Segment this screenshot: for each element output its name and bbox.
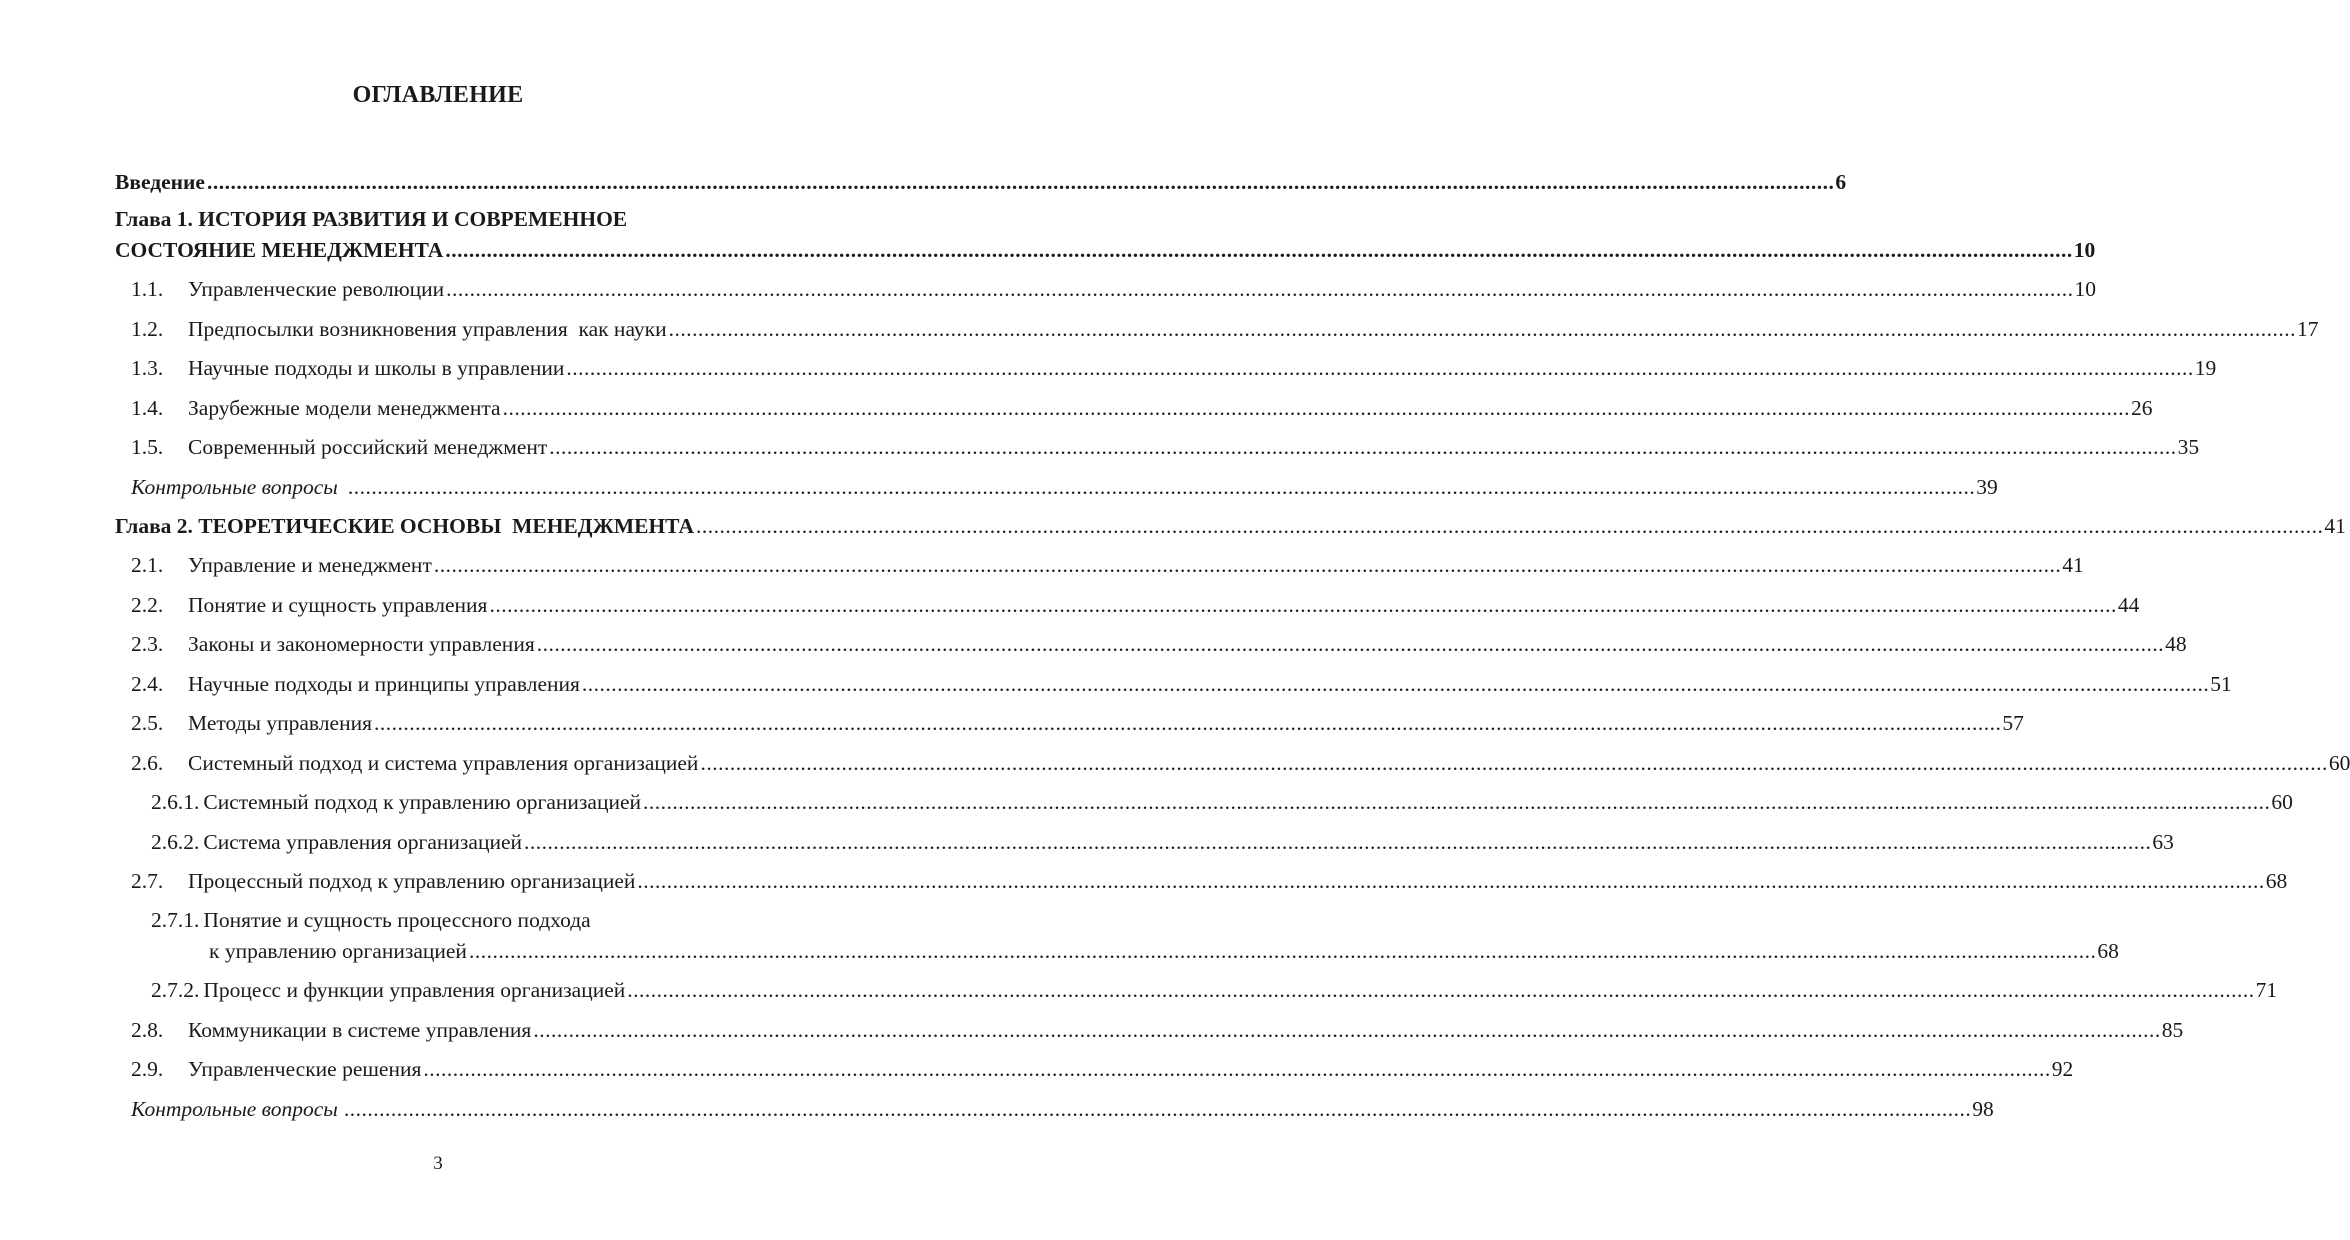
- toc-entry-text-continued: к управлению организацией: [209, 939, 467, 963]
- toc-entry-number: 2.2.: [131, 593, 164, 617]
- toc-entry-number: 2.8.: [131, 1018, 164, 1042]
- toc-entry-text: Методы управления: [188, 711, 372, 735]
- page-number: 3: [433, 1153, 443, 1174]
- toc-page-number: 98: [1972, 1097, 1994, 1121]
- toc-chapter-1-title-line1[interactable]: Глава 1. ИСТОРИЯ РАЗВИТИЯ И СОВРЕМЕННОЕ: [115, 207, 628, 231]
- toc-page-number: 44: [2117, 593, 2140, 617]
- toc-entry-number: 2.5.: [131, 711, 164, 735]
- leader-dots: [524, 830, 2151, 855]
- toc-page-number: 57: [2002, 711, 2024, 735]
- leader-dots: [700, 751, 2327, 776]
- toc-entry-text: Предпосылки возникновения управления как науки: [188, 317, 667, 341]
- toc-entry-2-9[interactable]: [115, 1057, 2074, 1082]
- toc-entry-number: 1.3.: [131, 356, 164, 380]
- toc-entry-ch2-questions[interactable]: [115, 1097, 1994, 1122]
- leader-dots: [207, 170, 1834, 195]
- toc-entry-text: Управленческие решения: [188, 1057, 422, 1081]
- leader-dots: [669, 317, 2296, 342]
- leader-dots: [446, 277, 2073, 302]
- toc-entry-text: Научные подходы и школы в управлении: [188, 356, 565, 380]
- toc-entry-text: Глава 2. ТЕОРЕТИЧЕСКИЕ ОСНОВЫ МЕНЕДЖМЕНТА: [115, 514, 694, 538]
- toc-entry-2-7[interactable]: [115, 869, 2288, 894]
- toc-entry-2-7-1-line1[interactable]: [115, 908, 797, 933]
- toc-entry-2-1[interactable]: [115, 553, 2084, 578]
- toc-page-number: 41: [2324, 514, 2346, 538]
- leader-dots: [696, 514, 2323, 539]
- toc-entry-text: Управление и менеджмент: [188, 553, 432, 577]
- toc-page-number: 48: [2165, 632, 2187, 656]
- toc-entry-text: Коммуникации в системе управления: [188, 1018, 532, 1042]
- toc-entry-text: Система управления организацией: [203, 830, 523, 854]
- toc-entry-ch1-questions[interactable]: [115, 475, 1998, 500]
- toc-page-number: 51: [2210, 672, 2232, 696]
- leader-dots: [374, 711, 2001, 736]
- leader-dots: [537, 632, 2164, 657]
- toc-page-number: 26: [2130, 396, 2153, 420]
- toc-entry-text: Контрольные вопросы: [131, 475, 338, 499]
- toc-entry-1-4[interactable]: [115, 396, 2153, 421]
- toc-entry-text: Понятие и сущность управления: [188, 593, 488, 617]
- toc-chapter-2[interactable]: [115, 514, 2346, 539]
- leader-dots: [503, 396, 2130, 421]
- toc-entry-text: Системный подход и система управления организацией: [188, 751, 699, 775]
- leader-dots: [549, 435, 2176, 460]
- leader-dots: [637, 869, 2264, 894]
- toc-entry-text: Законы и закономерности управления: [188, 632, 535, 656]
- toc-entry-text: Современный российский менеджмент: [188, 435, 548, 459]
- leader-dots: [627, 978, 2254, 1003]
- toc-entry-2-2[interactable]: [115, 593, 2140, 618]
- toc-entry-number: 1.2.: [131, 317, 164, 341]
- toc-entry-number: 2.4.: [131, 672, 164, 696]
- leader-dots: [566, 356, 2193, 381]
- toc-entry-text: Управленческие революции: [188, 277, 445, 301]
- toc-page-number: 60: [2328, 751, 2350, 775]
- toc-page-number: 85: [2161, 1018, 2184, 1042]
- toc-entry-1-1[interactable]: [115, 277, 2097, 302]
- toc-entry-2-4[interactable]: [115, 672, 2232, 697]
- toc-page-number: 39: [1976, 475, 1998, 499]
- toc-page-number: 19: [2194, 356, 2217, 380]
- toc-entry-text: Системный подход к управлению организацией: [203, 790, 642, 814]
- toc-page-number: 71: [2255, 978, 2278, 1002]
- toc-entry-number: 2.1.: [131, 553, 164, 577]
- toc-entry-2-6-1[interactable]: [115, 790, 2293, 815]
- toc-entry-text: Научные подходы и принципы управления: [188, 672, 580, 696]
- toc-entry-text: Процесс и функции управления организацией: [203, 978, 626, 1002]
- toc-entry-1-2[interactable]: [115, 317, 2319, 342]
- leader-dots: [445, 238, 2072, 263]
- leader-dots: [469, 939, 2096, 964]
- toc-entry-2-7-2[interactable]: [115, 978, 2278, 1003]
- toc-page-number: 68: [2265, 869, 2288, 893]
- toc-page-number: 10: [2073, 238, 2096, 262]
- toc-chapter-1[interactable]: [115, 238, 2096, 263]
- toc-entry-2-3[interactable]: [115, 632, 2187, 657]
- toc-entry-2-7-1[interactable]: [115, 939, 2119, 964]
- toc-page-number: 60: [2271, 790, 2293, 814]
- leader-dots: [533, 1018, 2160, 1043]
- toc-entry-number: 2.6.: [131, 751, 164, 775]
- toc-entry-2-5[interactable]: [115, 711, 2024, 736]
- toc-entry-number: 2.7.2.: [151, 978, 200, 1002]
- toc-entry-1-5[interactable]: [115, 435, 2200, 460]
- toc-page-number: 63: [2152, 830, 2174, 854]
- toc-entry-number: 1.4.: [131, 396, 164, 420]
- toc-entry-number: 2.7.1.: [151, 908, 200, 932]
- toc-entry-text: Контрольные вопросы: [131, 1097, 338, 1121]
- toc-entry-2-8[interactable]: [115, 1018, 2184, 1043]
- toc-page-number: 6: [1835, 170, 1847, 194]
- toc-entry-text: СОСТОЯНИЕ МЕНЕДЖМЕНТА: [115, 238, 444, 262]
- toc-entry-number: 1.5.: [131, 435, 164, 459]
- page-title: ОГЛАВЛЕНИЕ: [352, 82, 524, 108]
- toc-page-number: 10: [2074, 277, 2097, 301]
- toc-entry-number: 2.6.2.: [151, 830, 200, 854]
- toc-entry-number: 2.9.: [131, 1057, 164, 1081]
- leader-dots: [489, 593, 2116, 618]
- toc-entry-number: 2.6.1.: [151, 790, 200, 814]
- toc-entry-text: Введение: [115, 170, 205, 194]
- toc-entry-number: 2.3.: [131, 632, 164, 656]
- toc-entry-1-3[interactable]: [115, 356, 2217, 381]
- toc-page-number: 68: [2097, 939, 2119, 963]
- leader-dots: [434, 553, 2061, 578]
- leader-dots: [423, 1057, 2050, 1082]
- toc-entry-text: Процессный подход к управлению организацией: [188, 869, 636, 893]
- toc-entry-number: 1.1.: [131, 277, 164, 301]
- leader-dots: [582, 672, 2209, 697]
- leader-dots: [344, 1097, 1971, 1122]
- toc-page-number: 35: [2177, 435, 2200, 459]
- toc-entry-text: Зарубежные модели менеджмента: [188, 396, 501, 420]
- toc-page-number: 41: [2062, 553, 2084, 577]
- toc-page-number: 17: [2296, 317, 2319, 341]
- toc-entry-introduction[interactable]: [115, 170, 1847, 195]
- toc-page-number: 92: [2051, 1057, 2074, 1081]
- toc-entry-number: 2.7.: [131, 869, 164, 893]
- toc-entry-2-6-2[interactable]: [115, 830, 2174, 855]
- leader-dots: [348, 475, 1975, 500]
- leader-dots: [643, 790, 2270, 815]
- toc-entry-2-6[interactable]: [115, 751, 2350, 776]
- toc-entry-text: Понятие и сущность процессного подхода: [203, 908, 591, 932]
